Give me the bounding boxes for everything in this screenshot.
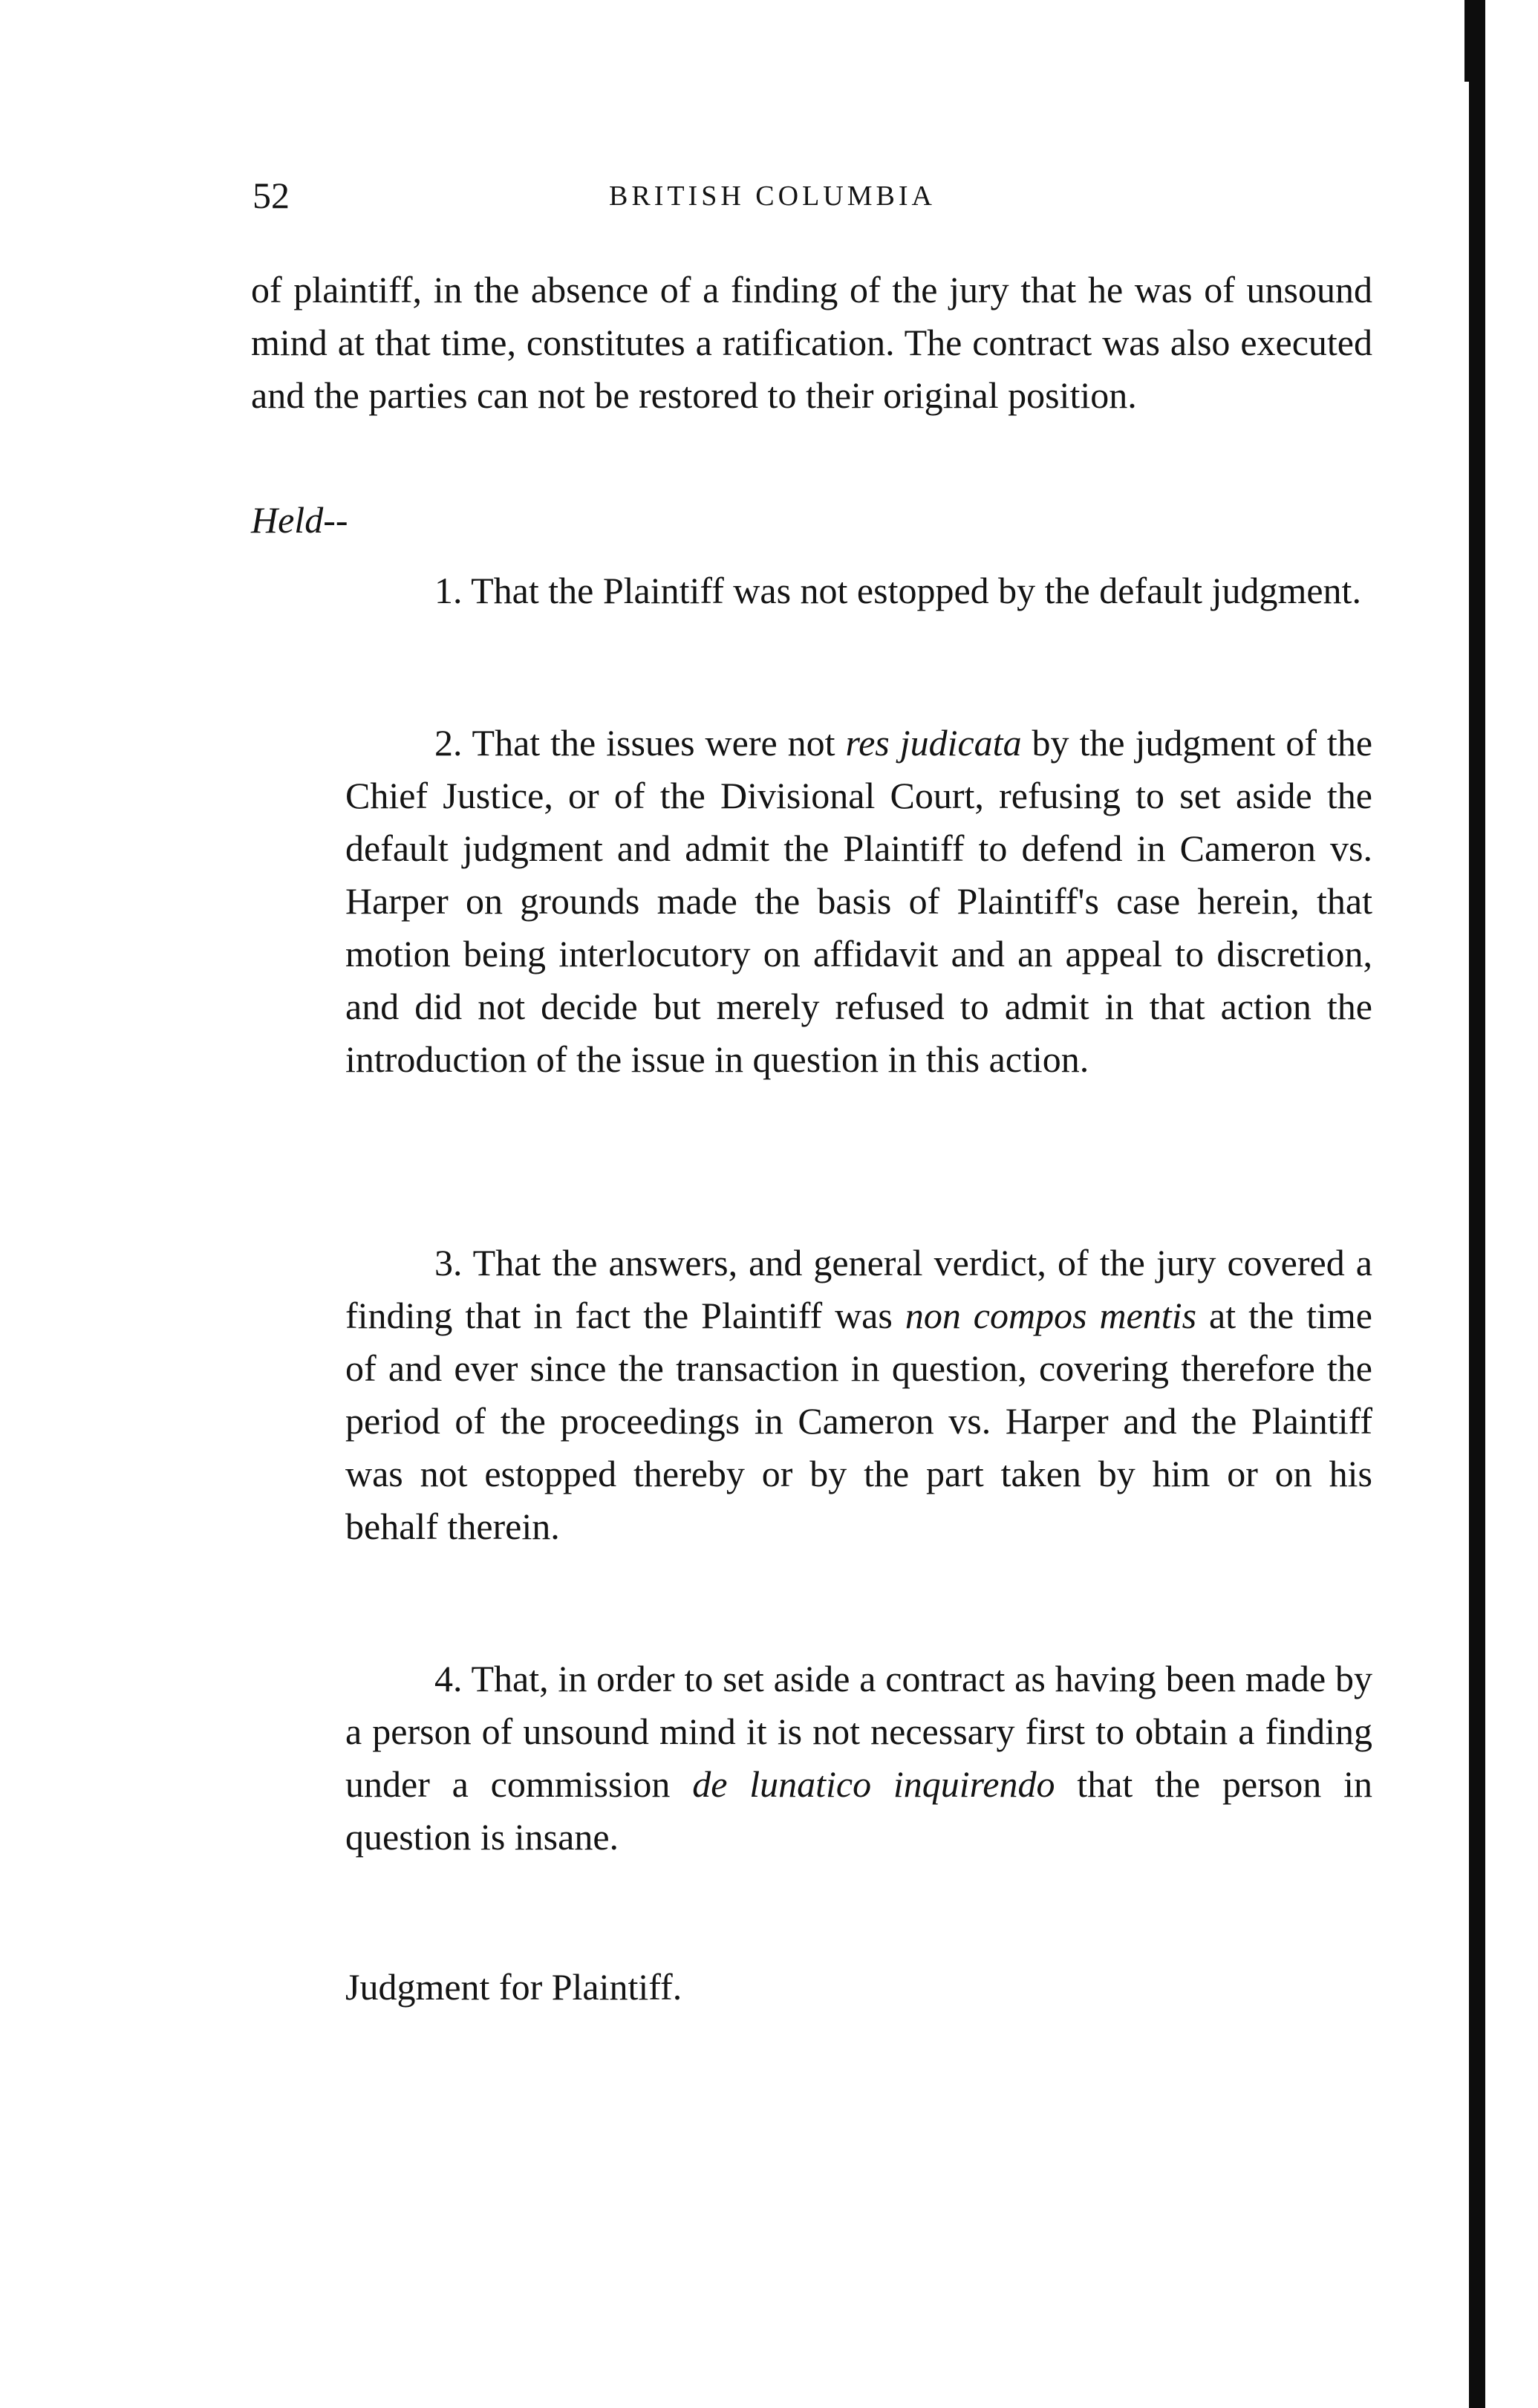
held-label: Held-- [251, 499, 348, 541]
holding-3 [345, 1237, 1372, 1553]
holding-text: That the Plaintiff was not estopped by the default judgment. [471, 570, 1361, 611]
holding-number: 4. [434, 1658, 463, 1699]
holding-1 [345, 564, 1372, 617]
holding-number: 3. [434, 1242, 463, 1283]
holding-text: That, in order to set aside a contract as having been made by a person of unsound mind it is not necessary first to obtain a finding under a commission [345, 1658, 1372, 1805]
judgment-line: Judgment for Plaintiff. [345, 1966, 682, 2008]
latin-term: non compos mentis [905, 1295, 1197, 1336]
page-number: 52 [252, 175, 290, 216]
opening-paragraph: of plaintiff, in the absence of a finding of the jury that he was of unsound mind at that time, constitutes a ratification. The contract was also executed and the parties can not be restored to their original position. [251, 269, 1372, 416]
latin-term: de lunatico inquirendo [692, 1763, 1055, 1805]
holding-text: That the answers, and general verdict, of the jury covered a finding that in fact the Plaintiff was [345, 1242, 1372, 1336]
running-title: BRITISH COLUMBIA [609, 180, 936, 212]
holding-text: that the person in question is insane. [345, 1763, 1373, 1858]
binding-shadow [1469, 0, 1485, 2408]
holding-number: 1. [434, 570, 463, 611]
latin-term: res judicata [845, 722, 1022, 764]
holding-text: That the issues were not [472, 722, 835, 764]
holding-2 [345, 717, 1372, 1086]
holding-text: at the time of and ever since the transaction in question, covering therefore the period of the proceedings in Cameron vs. Harper and the Plaintiff was not estopped thereby or by the part taken by him or on his behalf therein. [345, 1295, 1372, 1547]
holding-text: by the judgment of the Chief Justice, or of the Divisional Court, refusing to set aside the default judgment and admit the Plaintiff to defend in Cameron vs. Harper on grounds made the basis of Plaintiff's case herein, that motion being interlocutory on affidavit and an appeal to discretion, and did not decide but merely refused to admit in that action the introduction of the issue in question in this action. [345, 722, 1373, 1080]
holding-4 [345, 1653, 1372, 1864]
running-head [252, 169, 1374, 221]
holding-number: 2. [434, 722, 463, 764]
